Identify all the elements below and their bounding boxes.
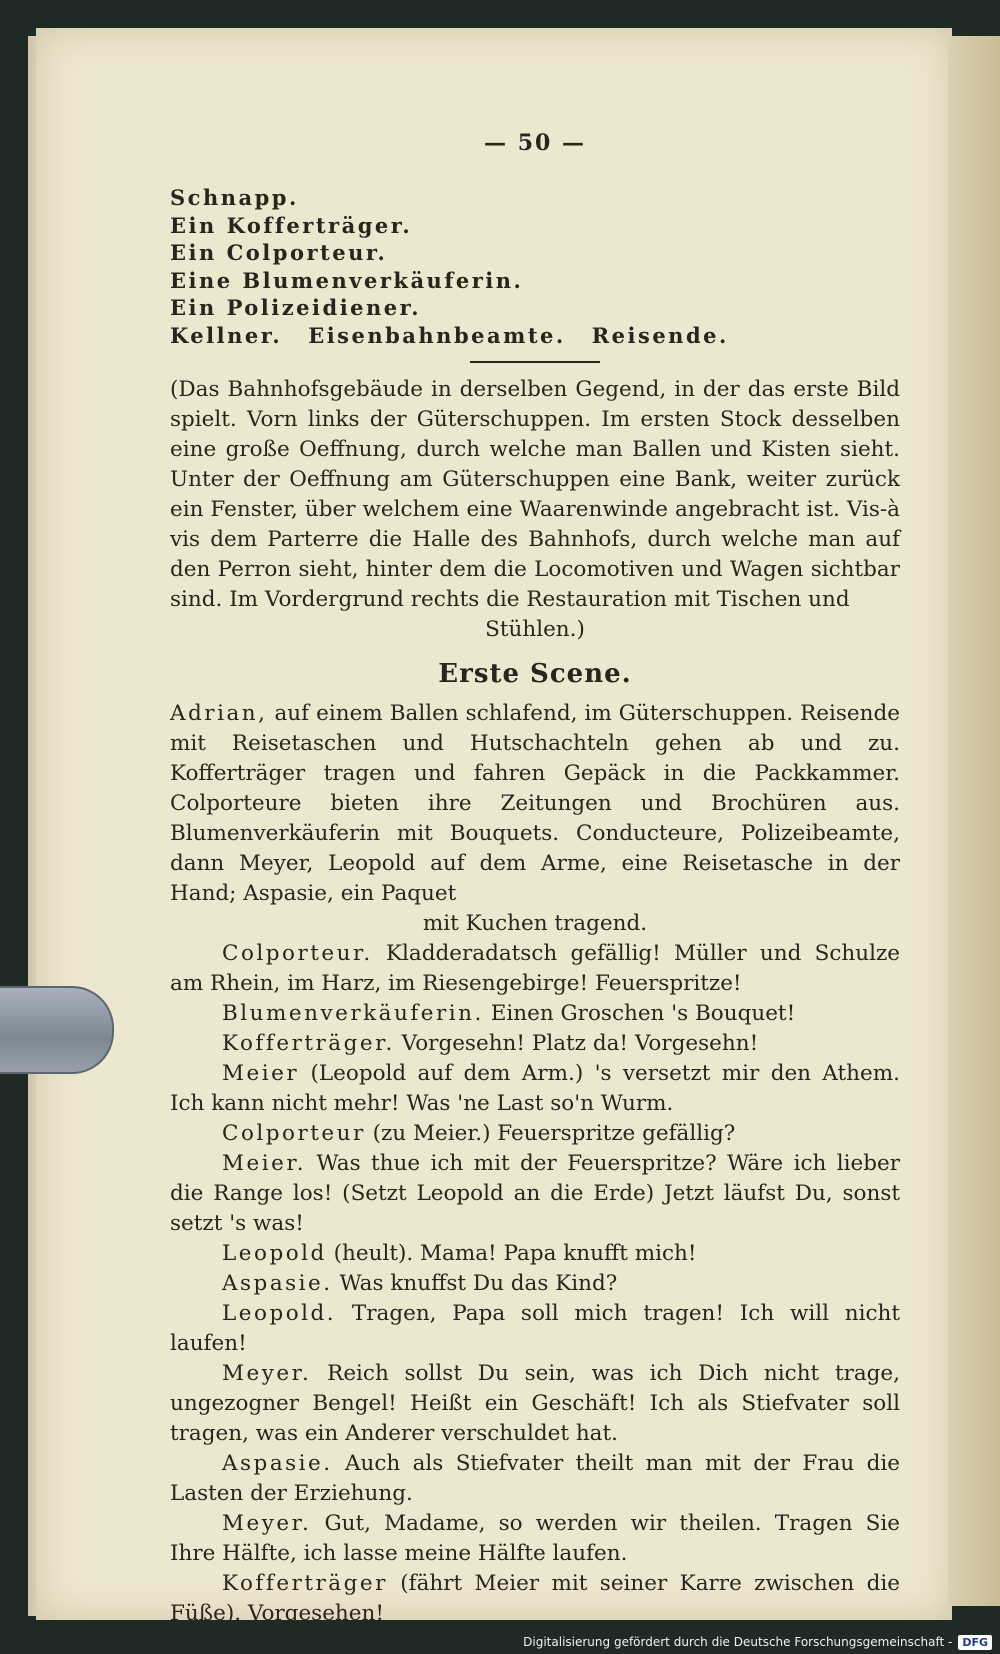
dialogue-line (170, 1239, 900, 1269)
dialogue-text: Einen Groschen 's Bouquet! (490, 1001, 796, 1026)
dialogue-text: (zu Meier.) Feuerspritze gefällig? (372, 1121, 736, 1146)
speaker-name: Meyer. (222, 1511, 312, 1536)
speaker-name: Aspasie. (222, 1451, 333, 1476)
cast-list (170, 184, 900, 349)
dialogue-text: Was knuffst Du das Kind? (339, 1271, 618, 1296)
cast-item: Ein Colporteur. (170, 240, 388, 265)
speaker-name: Meyer. (222, 1361, 312, 1386)
dialogue-text: Was thue ich mit der Feuerspritze? Wäre ich lieber die Range los! (Setzt Leopold an die Erde) Jetzt läufst Du, sonst setzt 's was! (170, 1151, 900, 1236)
scene-intro (170, 699, 900, 909)
scene-intro-end: mit Kuchen tragend. (422, 911, 648, 936)
speaker-name: Meier (222, 1061, 300, 1086)
speaker-name: Kofferträger. (222, 1031, 395, 1056)
dialogue-text: Auch als Stiefvater theilt man mit der Frau die Lasten der Erziehung. (170, 1451, 900, 1506)
dfg-logo-icon: DFG (958, 1635, 992, 1650)
cast-item: Ein Kofferträger. (170, 212, 413, 238)
divider-rule (470, 361, 600, 363)
speaker-name: Leopold (222, 1241, 327, 1266)
speaker-name: Adrian, (170, 701, 268, 726)
page-clip (0, 986, 114, 1074)
speaker-name: Meier. (222, 1151, 307, 1176)
dialogue-line (170, 1149, 900, 1239)
cast-item: Schnapp. (170, 185, 299, 210)
cast-item: Ein Polizeidiener. (170, 295, 422, 320)
dialogue-text: Kladderadatsch gefällig! Müller und Schulze am Rhein, im Harz, im Riesengebirge! Feuerspritze! (170, 941, 900, 996)
speaker-name: Colporteur. (222, 941, 373, 966)
scene-title: Erste Scene. (438, 659, 632, 689)
dialogue-line (170, 999, 900, 1029)
cast-item: Kellner. (170, 322, 283, 348)
dialogue-text: (Leopold auf dem Arm.) 's versetzt mir den Athem. Ich kann nicht mehr! Was 'ne Last so'n Wurm. (170, 1061, 900, 1116)
dialogue-line (170, 1299, 900, 1359)
dialogue-text: Vorgesehn! Platz da! Vorgesehn! (401, 1031, 759, 1056)
cast-item-group (170, 322, 900, 350)
dialogue-line (170, 1569, 900, 1629)
dialogue-line (170, 1269, 900, 1299)
dialogue-line (170, 1119, 900, 1149)
dialogue-text: Tragen, Papa soll mich tragen! Ich will nicht laufen! (170, 1301, 900, 1356)
dialogue-line (170, 1509, 900, 1569)
dialogue-line (170, 1449, 900, 1509)
speaker-name: Colporteur (222, 1121, 366, 1146)
cast-item: Eine Blumenverkäuferin. (170, 267, 524, 293)
digitization-footer (523, 1632, 992, 1652)
scene-intro-text: auf einem Ballen schlafend, im Güterschuppen. Reisende mit Reisetaschen und Hutschachteln gehen ab und zu. Kofferträger tragen und fahren Gepäck in die Packkammer. Colporteure bieten ihre Zeitungen und Brochüren aus. Blumenverkäuferin mit Bouquets. Conducteure, Polizeibeamte, dann Meyer, Leopold auf dem Arme, eine Reisetasche in der Hand; Aspasie, ein Paquet (170, 701, 900, 906)
page-number: — 50 — (484, 130, 586, 156)
speaker-name: Aspasie. (222, 1271, 333, 1296)
dialogue-line (170, 1029, 900, 1059)
dialogue-text: (heult). Mama! Papa knufft mich! (333, 1241, 697, 1266)
cast-item: Reisende. (591, 322, 729, 348)
dialogue-text: Gut, Madame, so werden wir theilen. Tragen Sie Ihre Hälfte, ich lasse meine Hälfte laufen. (170, 1511, 900, 1566)
page-content (170, 128, 900, 1629)
dialogue-text: (fährt Meier mit seiner Karre zwischen die Füße). Vorgesehen! (170, 1571, 900, 1626)
cast-item: Eisenbahnbeamte. (308, 322, 566, 348)
speaker-name: Blumenverkäuferin. (222, 1001, 484, 1026)
stage-direction: (Das Bahnhofsgebäude in derselben Gegend, in der das erste Bild spielt. Vorn links der Güterschuppen. Im ersten Stock desselben eine große Oeffnung, durch welche man Ballen und Kisten sieht. Unter der Oeffnung am Güterschuppen eine Bank, weiter zurück ein Fenster, über welchem eine Waarenwinde angebracht ist. Vis-à vis dem Parterre die Halle des Bahnhofs, durch welche man auf den Perron sieht, hinter dem die Locomotiven und Wagen sichtbar sind. Im Vordergrund rechts die Restauration mit Tischen und (170, 377, 900, 612)
dialogue-text: Reich sollst Du sein, was ich Dich nicht trage, ungezogner Bengel! Heißt ein Geschäft! Ich als Stiefvater soll tragen, was ein Anderer verschuldet hat. (170, 1361, 900, 1446)
dialogue-line (170, 1359, 900, 1449)
dialogue-line (170, 1059, 900, 1119)
dialogue (170, 939, 900, 1629)
speaker-name: Kofferträger (222, 1571, 388, 1596)
dialogue-line (170, 939, 900, 999)
footer-text: Digitalisierung gefördert durch die Deutsche Forschungsgemeinschaft - (523, 1635, 953, 1649)
stage-direction-end: Stühlen.) (485, 617, 585, 642)
book-right-edge (948, 36, 1000, 1606)
speaker-name: Leopold. (222, 1301, 337, 1326)
